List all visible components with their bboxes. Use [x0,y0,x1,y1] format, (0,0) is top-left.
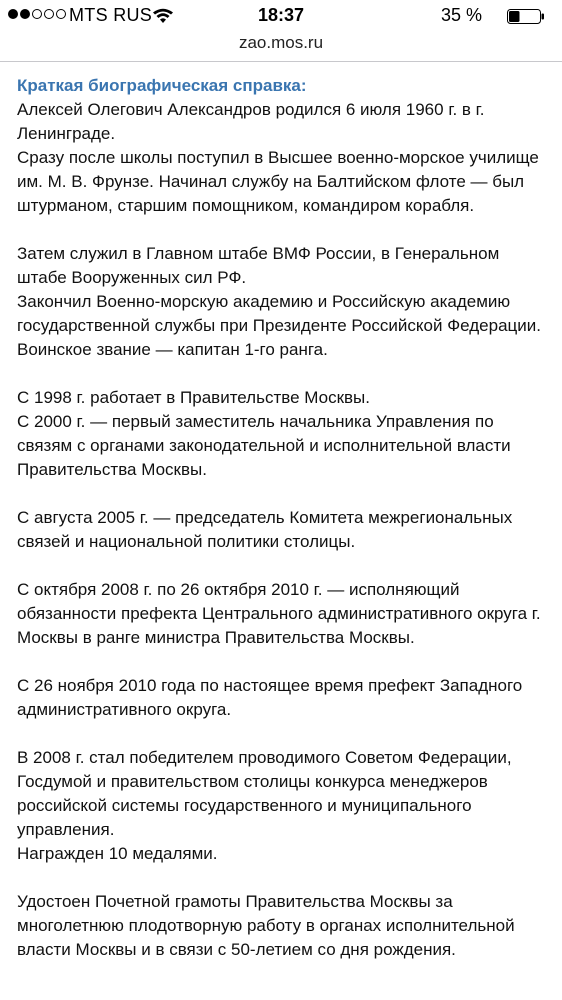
article-paragraph [17,506,548,554]
article-paragraph [17,674,548,722]
carrier-name: MTS RUS [69,5,153,25]
article-paragraph [17,890,548,962]
paragraph-line: Закончил Военно-морскую академию и Российскую академию государственной службы при Президенте Российской Федерации. [17,292,541,335]
paragraph-line: Награжден 10 медалями. [17,844,218,863]
article-content [0,62,562,962]
paragraph-line: Затем служил в Главном штабе ВМФ России, в Генеральном штабе Вооруженных сил РФ. [17,244,500,287]
article-paragraph [17,746,548,866]
article-paragraph [17,578,548,650]
paragraph-line: Сразу после школы поступил в Высшее военно-морское училище им. М. В. Фрунзе. Начинал службу на Балтийском флоте — был штурманом, старшим помощником, командиром корабля. [17,148,539,215]
paragraph-line: С 2000 г. — первый заместитель начальника Управления по связям с органами законодательной и исполнительной власти Правительства Москвы. [17,412,511,479]
paragraph-line: Алексей Олегович Александров родился 6 июля 1960 г. в г. Ленинграде. [17,100,485,143]
paragraph-line: Удостоен Почетной грамоты Правительства Москвы за многолетнюю плодотворную работу в органах исполнительной власти Москвы и в связи с 50-летием со дня рождения. [17,892,515,959]
article-paragraph [17,386,548,482]
battery-percentage: 35 % [441,5,483,25]
paragraph-line: С 26 ноября 2010 года по настоящее время префект Западного административного округа. [17,676,523,719]
article-heading: Краткая биографическая справка: [17,76,307,95]
url-text[interactable]: zao.mos.ru [238,33,324,52]
clock: 18:37 [257,5,305,25]
paragraph-line: В 2008 г. стал победителем проводимого Советом Федерации, Госдумой и правительством столицы конкурса менеджеров российской системы государственного и муниципального управления. [17,748,512,839]
address-bar[interactable] [0,32,562,62]
paragraph-line: С августа 2005 г. — председатель Комитета межрегиональных связей и национальной политики столицы. [17,508,513,551]
article-paragraph [17,98,548,218]
article-body [17,98,548,962]
status-bar [0,0,562,32]
article-paragraph [17,242,548,362]
battery-icon [507,9,545,24]
paragraph-line: Воинское звание — капитан 1-го ранга. [17,340,328,359]
paragraph-line: С 1998 г. работает в Правительстве Москвы. [17,388,370,407]
paragraph-line: С октября 2008 г. по 26 октября 2010 г. — исполняющий обязанности префекта Центрального административного округа г. Москвы в ранге министра Правительства Москвы. [17,580,541,647]
